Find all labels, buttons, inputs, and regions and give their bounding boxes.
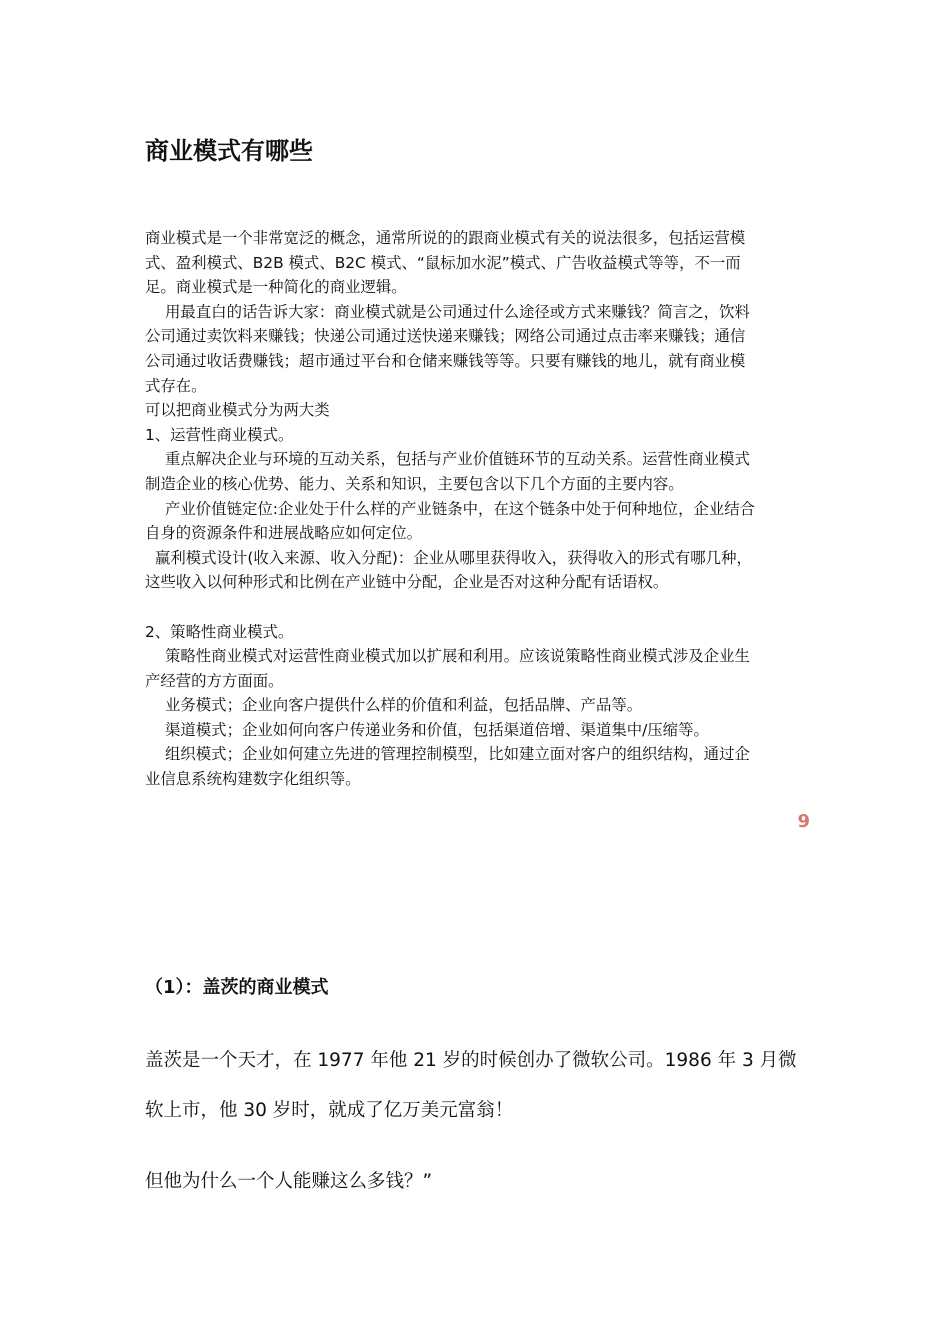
body-line: 这些收入以何种形式和比例在产业链中分配，企业是否对这种分配有话语权。: [145, 573, 669, 592]
page-title: 商业模式有哪些: [145, 137, 313, 165]
body-line: 公司通过卖饮料来赚钱；快递公司通过送快递来赚钱；网络公司通过点击率来赚钱；通信: [145, 327, 746, 346]
body-line: 业务模式；企业向客户提供什么样的价值和利益，包括品牌、产品等。: [165, 696, 643, 715]
body-line: 业信息系统构建数字化组织等。: [145, 770, 361, 789]
body-line: 制造企业的核心优势、能力、关系和知识，主要包含以下几个方面的主要内容。: [145, 474, 684, 493]
body-line: 可以把商业模式分为两大类: [145, 401, 330, 420]
body-line: 公司通过收话费赚钱；超市通过平台和仓储来赚钱等等。只要有赚钱的地儿，就有商业模: [145, 351, 746, 370]
body-line: 商业模式是一个非常宽泛的概念，通常所说的的跟商业模式有关的说法很多，包括运营模: [145, 229, 746, 247]
body-line: 组织模式；企业如何建立先进的管理控制模型，比如建立面对客户的组织结构，通过企: [165, 745, 750, 764]
body-line: 产经营的方方面面。: [145, 671, 284, 690]
paragraph-line: 但他为什么一个人能赚这么多钱？”: [145, 1171, 433, 1192]
body-line: 式存在。: [145, 376, 207, 395]
page-number: 9: [797, 811, 810, 832]
body-line: 用最直白的话告诉大家：商业模式就是公司通过什么途径或方式来赚钱？简言之，饮料: [165, 302, 750, 321]
body-line: 渠道模式；企业如何向客户传递业务和价值，包括渠道倍增、渠道集中/压缩等。: [165, 720, 709, 739]
paragraph-line: 盖茨是一个天才，在 1977 年他 21 岁的时候创办了微软公司。1986 年 3 月微: [145, 1050, 797, 1071]
body-line: 足。商业模式是一种简化的商业逻辑。: [145, 278, 407, 297]
body-line: 赢利模式设计(收入来源、收入分配)：企业从哪里获得收入，获得收入的形式有哪几种，: [155, 548, 752, 567]
body-line: 自身的资源条件和进展战略应如何定位。: [145, 524, 423, 543]
body-line: 重点解决企业与环境的互动关系，包括与产业价值链环节的互动关系。运营性商业模式: [165, 450, 750, 469]
body-line: 2、策略性商业模式。: [145, 622, 294, 641]
body-line: 产业价值链定位:企业处于什么样的产业链条中，在这个链条中处于何种地位，企业结合: [165, 499, 756, 518]
body-line: [145, 595, 815, 620]
body-line: 式、盈利模式、B2B 模式、B2C 模式、“鼠标加水泥”模式、广告收益模式等等，不一而: [145, 253, 741, 272]
paragraph-line: 软上市，他 30 岁时，就成了亿万美元富翁！: [145, 1100, 514, 1121]
section-subheading: （1）：盖茨的商业模式: [145, 977, 329, 998]
body-text: [145, 226, 815, 792]
body-line: 策略性商业模式对运营性商业模式加以扩展和利用。应该说策略性商业模式涉及企业生: [165, 647, 750, 666]
body-line: 1、运营性商业模式。: [145, 425, 294, 444]
